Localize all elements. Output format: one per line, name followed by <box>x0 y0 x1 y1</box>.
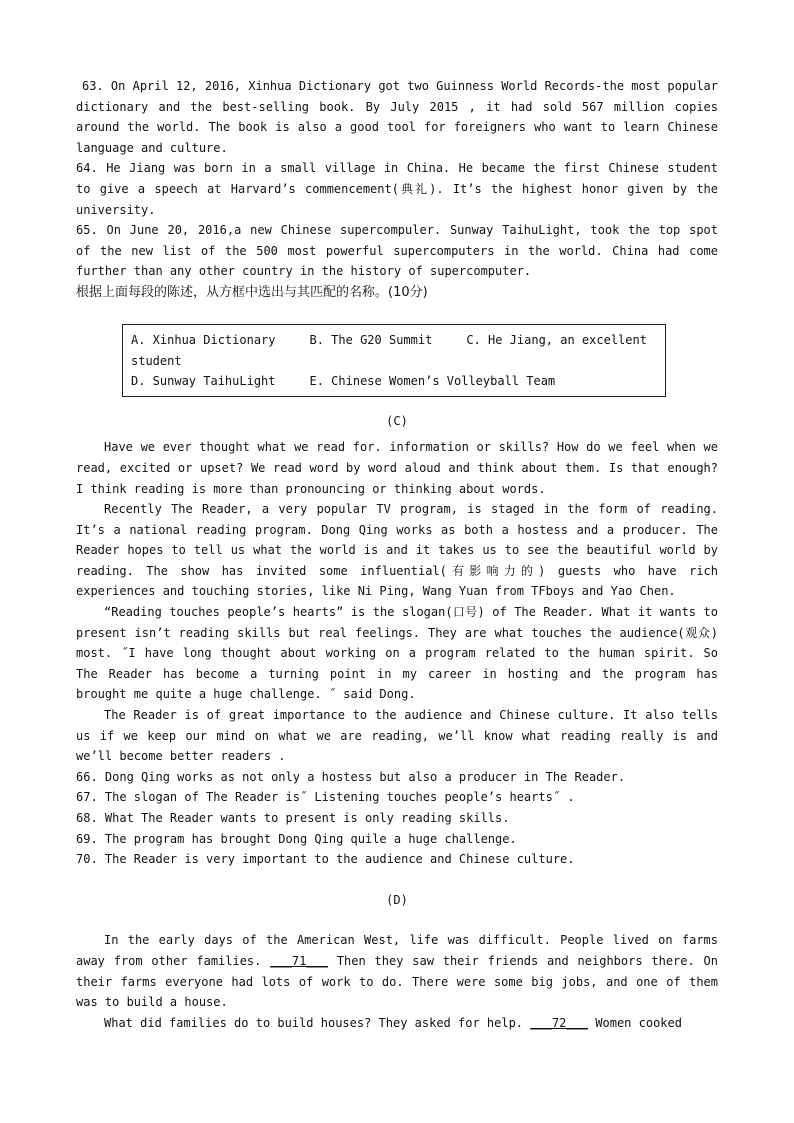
d-paragraph-2 <box>76 1013 718 1034</box>
d-paragraph-1 <box>76 930 718 1012</box>
item-63: 63. On April 12, 2016, Xinhua Dictionary got two Guinness World Records-the most popular dictionary and the best-selling book. By July 2015 , it had sold 567 million copies around the world. The book is also a good tool for foreigners who want to learn Chinese language and culture. <box>76 79 718 155</box>
statement-69: 69. The program has brought Dong Qing quile a huge challenge. <box>76 831 517 846</box>
statement-68: 68. What The Reader wants to present is only reading skills. <box>76 811 510 825</box>
matching-instruction: 根据上面每段的陈述，从方框中选出与其匹配的名称。(10分) <box>76 284 428 300</box>
item-65: 65. On June 20, 2016,a new Chinese supercompuler. Sunway TaihuLight, took the top spot of the new list of the 500 most powerful supercomputers in the world. China had come further than any other country in the history of supercomputer. <box>76 223 718 279</box>
c-paragraph-1: Have we ever thought what we read for. information or skills? How do we feel when we read, excited or upset? We read word by word aloud and think about them. Is that enough? I think reading is more than pronouncing or thinking about words. <box>76 440 718 496</box>
option-e: E. Chinese Women’s Volleyball Team <box>309 374 556 389</box>
option-d: D. Sunway TaihuLight <box>131 374 276 389</box>
d-p2-text-a: What did families do to build houses? They asked for help. <box>104 1015 531 1030</box>
d-p1-text-b: Then they saw their friends and neighbors there. On their farms everyone had lots of work to do. There were some big jobs, and one of them was to build a house. <box>76 953 718 1010</box>
d-p1-text-a: In the early days of the American West, life was difficult. People lived on farms away from other families. <box>76 933 718 968</box>
section-d-heading: (D) <box>386 892 408 907</box>
blank-72: ___72___ <box>530 1015 589 1030</box>
option-c: C. He Jiang, an excellent student <box>131 332 647 368</box>
options-box <box>122 324 666 397</box>
statement-66: 66. Dong Qing works as not only a hostess but also a producer in The Reader. <box>76 769 626 784</box>
c-paragraph-3: “Reading touches people’s hearts” is the slogan(口号) of The Reader. What it wants to present isn’t reading skills but real feelings. They are what touches the audience(观众) most. ˝I have long thought about working on a program related to the human spirit. So The Reader has become a turning point in my career in hosting and the program has brought me quite a huge challenge. ˝ said Dong. <box>76 605 718 702</box>
option-b: B. The G20 Summit <box>309 332 433 347</box>
blank-71: ___71___ <box>270 953 328 968</box>
item-64: 64. He Jiang was born in a small village in China. He became the first Chinese student to give a speech at Harvard’s commencement(典礼). It’s the highest honor given by the university. <box>76 161 718 217</box>
statement-70: 70. The Reader is very important to the audience and Chinese culture. <box>76 852 575 867</box>
option-a: A. Xinhua Dictionary <box>131 332 276 347</box>
c-paragraph-4: The Reader is of great importance to the audience and Chinese culture. It also tells us if we keep our mind on what we are reading, we’ll know what reading really is and we’ll become better readers . <box>76 708 718 764</box>
exam-page <box>76 76 718 1033</box>
c-paragraph-2: Recently The Reader, a very popular TV program, is staged in the form of reading. It’s a national reading program. Dong Qing works as both a hostess and a producer. The Reader hopes to tell us what the world is and it takes us to see the beautiful world by reading. The show has invited some influential(有影响力的) guests who have rich experiences and touching stories, like Ni Ping, Wang Yuan from TFboys and Yao Chen. <box>76 502 718 599</box>
section-c-heading: (C) <box>386 413 408 428</box>
statement-67: 67. The slogan of The Reader is˝ Listening touches people’s hearts˝ . <box>76 790 575 805</box>
d-p2-text-b: Women cooked <box>588 1015 682 1030</box>
